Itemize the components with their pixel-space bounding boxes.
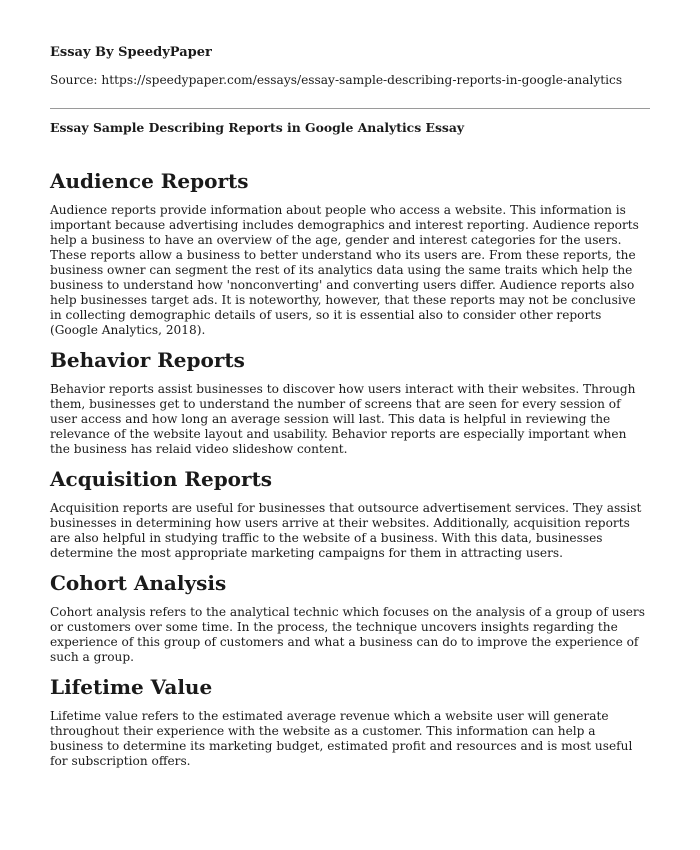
- section-lifetime-value: [50, 674, 650, 769]
- section-behavior-reports: [50, 347, 650, 457]
- source-url: Source: https://speedypaper.com/essays/essay-sample-describing-reports-in-google-analytics: [50, 73, 623, 87]
- divider: [50, 108, 650, 109]
- section-heading: Behavior Reports: [50, 348, 245, 372]
- essay-content: [50, 168, 650, 778]
- section-body: Lifetime value refers to the estimated average revenue which a website user will generate throughout their experience with the website as a customer. This information can help a business to determine its marketing budget, estimated profit and resources and is most useful for subscription offers.: [50, 709, 633, 768]
- section-heading: Acquisition Reports: [50, 467, 273, 491]
- section-heading: Lifetime Value: [50, 675, 213, 699]
- section-body: Acquisition reports are useful for businesses that outsource advertisement services. They assist businesses in determining how users arrive at their websites. Additionally, acquisition reports are also helpful in studying traffic to the website of a business. With this data, businesses determine the most appropriate marketing campaigns for them in attracting users.: [50, 501, 642, 560]
- section-heading: Cohort Analysis: [50, 571, 227, 595]
- section-acquisition-reports: [50, 466, 650, 561]
- section-body: Cohort analysis refers to the analytical technic which focuses on the analysis of a group of users or customers over some time. In the process, the technique uncovers insights regarding the experience of this group of customers and what a business can do to improve the experience of such a group.: [50, 605, 645, 664]
- section-body: Behavior reports assist businesses to discover how users interact with their websites. Through them, businesses get to understand the number of screens that are seen for every session of user access and how long an average session will last. This data is helpful in reviewing the relevance of the website layout and usability. Behavior reports are especially important when the business has relaid video slideshow content.: [50, 382, 636, 456]
- section-cohort-analysis: [50, 570, 650, 665]
- essay-by-label: Essay By SpeedyPaper: [50, 45, 212, 60]
- section-heading: Audience Reports: [50, 169, 249, 193]
- section-audience-reports: [50, 168, 650, 338]
- essay-title: Essay Sample Describing Reports in Google Analytics Essay: [50, 120, 465, 135]
- section-body: Audience reports provide information about people who access a website. This information is important because advertising includes demographics and interest reporting. Audience reports help a business to have an overview of the age, gender and interest categories for the users. These reports allow a business to better understand who its users are. From these reports, the business owner can segment the rest of its analytics data using the same traits which help the business to understand how 'nonconverting' and converting users differ. Audience reports also help businesses target ads. It is noteworthy, however, that these reports may not be conclusive in collecting demographic details of users, so it is essential also to consider other reports (Google Analytics, 2018).: [50, 203, 639, 337]
